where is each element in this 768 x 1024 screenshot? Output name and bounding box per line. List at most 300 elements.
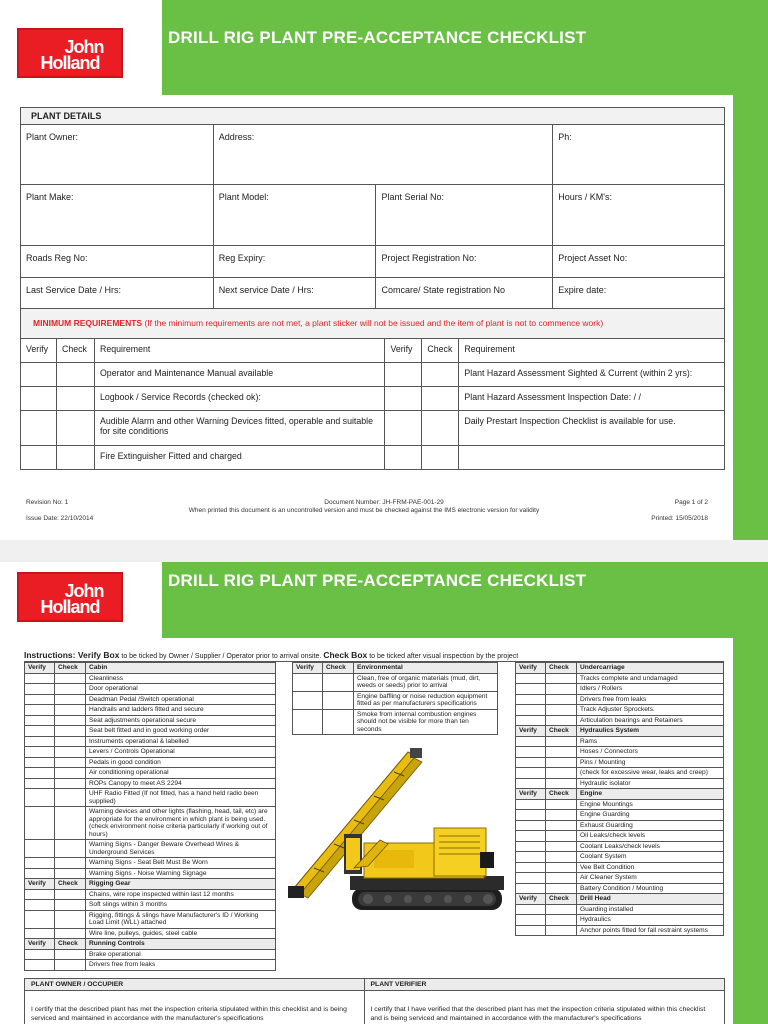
requirement-item: Logbook / Service Records (checked ok): (94, 387, 384, 411)
plant-serial-field[interactable]: Plant Serial No: (376, 185, 553, 246)
plant-owner-field[interactable]: Plant Owner: (21, 125, 214, 185)
verify-checkbox[interactable] (516, 715, 546, 726)
col-verify-header: Verify (516, 726, 546, 737)
check-checkbox[interactable] (546, 873, 577, 884)
checklist-column-2 (292, 662, 498, 735)
section-header-rigging (25, 879, 276, 890)
checklist-row (25, 807, 276, 840)
check-checkbox[interactable] (546, 736, 577, 747)
check-checkbox[interactable] (55, 694, 86, 705)
requirement-item: Plant Hazard Assessment Inspection Date: / / (459, 387, 725, 411)
verify-checkbox[interactable] (25, 910, 55, 928)
verifier-certification-text: I certify that I have verified that the described plant has met the inspection criteria stipulated within this checklist and is being serviced and maintained in accordance with the manufacturer's specifications (364, 991, 724, 1024)
checklist-row (516, 673, 724, 684)
verify-checkbox[interactable] (516, 925, 546, 936)
checklist-item: Soft slings within 3 months (86, 900, 276, 911)
checklist-row (25, 789, 276, 807)
col-check-header: Check (323, 663, 354, 674)
min-req-label: MINIMUM REQUIREMENTS (33, 318, 143, 328)
requirement-item: Audible Alarm and other Warning Devices fitted, operable and suitable for site conditions (94, 411, 384, 446)
verify-header: Verify (385, 339, 422, 363)
checklist-row (516, 799, 724, 810)
verify-checkbox[interactable] (516, 852, 546, 863)
check-checkbox[interactable] (55, 900, 86, 911)
verify-checkbox[interactable] (25, 747, 55, 758)
check-checkbox[interactable] (546, 757, 577, 768)
verify-header: Verify (21, 339, 57, 363)
checklist-item: Instruments operational & labelled (86, 736, 276, 747)
check-checkbox[interactable] (55, 757, 86, 768)
verify-checkbox[interactable] (516, 747, 546, 758)
verify-checkbox[interactable] (385, 387, 422, 411)
checklist-row (516, 747, 724, 758)
printed-date: Printed: 15/05/2018 (651, 515, 708, 522)
checklist-row (516, 694, 724, 705)
owner-certification-text: I certify that the described plant has met the inspection criteria stipulated within this checklist and is being serviced and maintained in accordance with the manufacturer's specifications (25, 991, 365, 1024)
page-number: Page 1 of 2 (674, 499, 708, 506)
project-asset-field[interactable]: Project Asset No: (553, 246, 725, 278)
checklist-row (25, 673, 276, 684)
requirement-item: Fire Extinguisher Fitted and charged (94, 446, 384, 470)
revision-number: Revision No: 1 (26, 499, 69, 506)
check-checkbox[interactable] (546, 841, 577, 852)
certification-table (24, 978, 725, 1024)
checklist-item: Engine Guarding (577, 810, 724, 821)
page-title: DRILL RIG PLANT PRE-ACCEPTANCE CHECKLIST (168, 571, 587, 590)
checklist-item: Levers / Controls Operational (86, 747, 276, 758)
verify-checkbox[interactable] (293, 691, 323, 709)
checklist-item: Brake operational (86, 949, 276, 960)
verify-checkbox[interactable] (516, 831, 546, 842)
logo-text-line2: Holland (40, 53, 100, 73)
verify-checkbox[interactable] (516, 873, 546, 884)
check-checkbox[interactable] (55, 889, 86, 900)
checklist-row (516, 736, 724, 747)
checklist-row (25, 705, 276, 716)
check-checkbox[interactable] (55, 673, 86, 684)
checklist-row (25, 858, 276, 869)
checklist-row (516, 904, 724, 915)
verify-checkbox[interactable] (516, 810, 546, 821)
reg-expiry-field[interactable]: Reg Expiry: (213, 246, 376, 278)
checklist-row (25, 840, 276, 858)
checklist-row (25, 960, 276, 971)
verify-checkbox[interactable] (25, 778, 55, 789)
checklist-item: Air Cleaner System (577, 873, 724, 884)
check-checkbox[interactable] (55, 910, 86, 928)
section-heading: Rigging Gear (86, 879, 276, 890)
checklist-item: Idlers / Rollers (577, 684, 724, 695)
checklist-item: Warning Signs - Seat Belt Must Be Worn (86, 858, 276, 869)
check-checkbox[interactable] (55, 715, 86, 726)
verify-checkbox[interactable] (25, 807, 55, 840)
checklist-item: Track Adjuster Sprockets. (577, 705, 724, 716)
col-check-header: Check (546, 894, 577, 905)
verify-checkbox[interactable] (516, 673, 546, 684)
checklist-item: Clean, free of organic materials (mud, dirt, weeds or seeds) prior to arrival (354, 673, 498, 691)
check-checkbox[interactable] (546, 768, 577, 779)
col-check-header: Check (546, 663, 577, 674)
verify-checkbox[interactable] (25, 960, 55, 971)
checklist-row (25, 868, 276, 879)
logo-text-line2: Holland (40, 597, 100, 617)
expire-date-field[interactable]: Expire date: (553, 278, 725, 310)
check-checkbox[interactable] (323, 673, 354, 691)
check-checkbox[interactable] (55, 726, 86, 737)
check-checkbox[interactable] (422, 363, 459, 387)
check-checkbox[interactable] (56, 446, 94, 470)
checklist-row (516, 831, 724, 842)
col-verify-header: Verify (516, 663, 546, 674)
checklist-row (516, 810, 724, 821)
section-heading: Hydraulics System (577, 726, 724, 737)
minimum-requirements-banner (20, 308, 725, 338)
verify-checkbox[interactable] (21, 411, 57, 446)
verify-checkbox[interactable] (25, 726, 55, 737)
verify-checkbox[interactable] (25, 715, 55, 726)
verify-checkbox[interactable] (25, 868, 55, 879)
hours-field[interactable]: Hours / KM's: (553, 185, 725, 246)
section-heading: Running Controls (86, 939, 276, 950)
checklist-item: Deadman Pedal /Switch operational (86, 694, 276, 705)
verify-checkbox[interactable] (25, 694, 55, 705)
page-title: DRILL RIG PLANT PRE-ACCEPTANCE CHECKLIST (168, 28, 587, 47)
section-header-running (25, 939, 276, 950)
requirement-header: Requirement (94, 339, 384, 363)
check-checkbox[interactable] (422, 387, 459, 411)
check-checkbox[interactable] (546, 904, 577, 915)
verify-checkbox[interactable] (516, 768, 546, 779)
check-checkbox[interactable] (546, 799, 577, 810)
checklist-item: Hoses / Connectors (577, 747, 724, 758)
section-header-drillhead (516, 894, 724, 905)
verify-checkbox[interactable] (516, 841, 546, 852)
section-header-hydraulics (516, 726, 724, 737)
checklist-item: UHF Radio Fitted (If not fitted, has a hand held radio been supplied) (86, 789, 276, 807)
checklist-row (516, 778, 724, 789)
checklist-row (25, 726, 276, 737)
verify-checkbox[interactable] (385, 363, 422, 387)
side-green-band (733, 95, 768, 540)
check-checkbox[interactable] (422, 411, 459, 446)
page-separator (0, 540, 768, 562)
verify-box-text: to be ticked by Owner / Supplier / Operator prior to arrival onsite. (119, 653, 324, 660)
verify-checkbox[interactable] (516, 799, 546, 810)
project-reg-field[interactable]: Project Registration No: (376, 246, 553, 278)
verify-checkbox[interactable] (25, 673, 55, 684)
section-header-environmental (293, 663, 498, 674)
section-heading: Engine (577, 789, 724, 800)
check-checkbox[interactable] (546, 820, 577, 831)
verify-checkbox[interactable] (21, 446, 57, 470)
check-checkbox[interactable] (546, 810, 577, 821)
verify-checkbox[interactable] (21, 387, 57, 411)
verify-checkbox[interactable] (516, 757, 546, 768)
checklist-item: Articulation bearings and Retainers (577, 715, 724, 726)
col-verify-header: Verify (25, 663, 55, 674)
check-checkbox[interactable] (55, 960, 86, 971)
checklist-item: Seat adjustments operational secure (86, 715, 276, 726)
requirement-item (459, 446, 725, 470)
checklist-item: Seat belt fitted and in good working order (86, 726, 276, 737)
check-checkbox[interactable] (55, 949, 86, 960)
checklist-row (25, 910, 276, 928)
check-checkbox[interactable] (546, 705, 577, 716)
instructions-line (24, 650, 518, 660)
checklist-item: Coolant System (577, 852, 724, 863)
verify-checkbox[interactable] (25, 684, 55, 695)
checklist-item: Hydraulics (577, 915, 724, 926)
checklist-item: Coolant Leaks/check levels (577, 841, 724, 852)
checklist-row (25, 768, 276, 779)
check-checkbox[interactable] (546, 673, 577, 684)
checklist-item: Wire line, pulleys, guides, steel cable (86, 928, 276, 939)
checklist-item: Handrails and ladders fitted and secure (86, 705, 276, 716)
checklist-item: Vee Belt Condition (577, 862, 724, 873)
checklist-item: Chains, wire rope inspected within last 12 months (86, 889, 276, 900)
checklist-item: Hydraulic isolator (577, 778, 724, 789)
verify-checkbox[interactable] (25, 858, 55, 869)
side-green-band (733, 638, 768, 1024)
check-checkbox[interactable] (546, 883, 577, 894)
verify-checkbox[interactable] (25, 736, 55, 747)
check-header: Check (56, 339, 94, 363)
checklist-item: Battery Condition / Mounting (577, 883, 724, 894)
col-verify-header: Verify (25, 879, 55, 890)
check-header: Check (422, 339, 459, 363)
address-field[interactable]: Address: (213, 125, 553, 185)
verify-checkbox[interactable] (25, 757, 55, 768)
checklist-row (516, 705, 724, 716)
section-header-engine (516, 789, 724, 800)
verify-checkbox[interactable] (293, 709, 323, 735)
section-heading: Cabin (86, 663, 276, 674)
checklist-row (25, 928, 276, 939)
checklist-item: Door operational (86, 684, 276, 695)
checklist-item: Warning Signs - Noise Warning Signage (86, 868, 276, 879)
plant-details-heading: PLANT DETAILS (21, 108, 725, 125)
section-heading: Drill Head (577, 894, 724, 905)
check-checkbox[interactable] (546, 925, 577, 936)
check-checkbox[interactable] (55, 705, 86, 716)
checklist-item: Pins / Mounting (577, 757, 724, 768)
checklist-row (516, 768, 724, 779)
requirements-table (20, 338, 725, 470)
verify-checkbox[interactable] (25, 889, 55, 900)
section-header-cabin (25, 663, 276, 674)
checklist-row (516, 841, 724, 852)
checklist-item: Cleanliness (86, 673, 276, 684)
checklist-row (516, 915, 724, 926)
col-check-header: Check (546, 726, 577, 737)
col-check-header: Check (55, 879, 86, 890)
checklist-row (25, 694, 276, 705)
checklist-item: Pedals in good condition (86, 757, 276, 768)
checklist-item: Anchor points fitted for fall restraint systems (577, 925, 724, 936)
check-box-label: Check Box (323, 650, 368, 660)
check-checkbox[interactable] (55, 789, 86, 807)
checklist-item: Warning Signs - Danger Beware Overhead Wires & Underground Services (86, 840, 276, 858)
verify-box-label: Verify Box (77, 650, 120, 660)
check-checkbox[interactable] (56, 363, 94, 387)
roads-reg-field[interactable]: Roads Reg No: (21, 246, 214, 278)
check-checkbox[interactable] (323, 691, 354, 709)
verify-checkbox[interactable] (516, 778, 546, 789)
verify-checkbox[interactable] (516, 862, 546, 873)
drill-rig-image (284, 748, 508, 924)
checklist-item: Oil Leaks/check levels (577, 831, 724, 842)
verify-checkbox[interactable] (385, 446, 422, 470)
checklist-row (25, 889, 276, 900)
checklist-item: Guarding installed (577, 904, 724, 915)
verify-checkbox[interactable] (516, 694, 546, 705)
check-checkbox[interactable] (55, 840, 86, 858)
check-checkbox[interactable] (546, 694, 577, 705)
verify-checkbox[interactable] (516, 820, 546, 831)
checklist-row (25, 736, 276, 747)
verify-checkbox[interactable] (25, 840, 55, 858)
checklist-column-1 (24, 662, 276, 971)
section-heading: Environmental (354, 663, 498, 674)
checklist-row (25, 715, 276, 726)
check-checkbox[interactable] (55, 684, 86, 695)
document-number: Document Number: JH-FRM-PAE-001-29 (324, 499, 444, 506)
verify-checkbox[interactable] (25, 789, 55, 807)
col-check-header: Check (55, 663, 86, 674)
checklist-row (25, 949, 276, 960)
check-checkbox[interactable] (56, 387, 94, 411)
checklist-row (516, 757, 724, 768)
check-checkbox[interactable] (546, 778, 577, 789)
verify-checkbox[interactable] (385, 411, 422, 446)
col-verify-header: Verify (293, 663, 323, 674)
requirement-item: Plant Hazard Assessment Sighted & Current (within 2 yrs): (459, 363, 725, 387)
check-checkbox[interactable] (323, 709, 354, 735)
checklist-item: Warning devices and other lights (flashing, head, tail, etc) are appropriate for the environment in which plant is being used. (check environment noise criteria particularly if working out of hours) (86, 807, 276, 840)
logo-text-line1: John (64, 37, 104, 57)
check-checkbox[interactable] (546, 747, 577, 758)
col-verify-header: Verify (25, 939, 55, 950)
requirement-item: Operator and Maintenance Manual available (94, 363, 384, 387)
checklist-row (25, 747, 276, 758)
verify-checkbox[interactable] (25, 768, 55, 779)
check-checkbox[interactable] (546, 915, 577, 926)
checklist-item: Air conditioning operational (86, 768, 276, 779)
check-checkbox[interactable] (546, 684, 577, 695)
check-box-text: to be ticked after visual inspection by the project (367, 653, 519, 660)
checklist-item: Drivers free from leaks (86, 960, 276, 971)
verify-checkbox[interactable] (25, 705, 55, 716)
check-checkbox[interactable] (55, 807, 86, 840)
verify-checkbox[interactable] (516, 684, 546, 695)
checklist-row (516, 925, 724, 936)
check-checkbox[interactable] (55, 768, 86, 779)
verify-checkbox[interactable] (516, 705, 546, 716)
check-checkbox[interactable] (55, 928, 86, 939)
checklist-item: Engine Mountings (577, 799, 724, 810)
check-checkbox[interactable] (546, 852, 577, 863)
checklist-row (516, 684, 724, 695)
checklist-row (293, 691, 498, 709)
check-checkbox[interactable] (55, 778, 86, 789)
check-checkbox[interactable] (55, 858, 86, 869)
checklist-row (293, 673, 498, 691)
checklist-row (25, 757, 276, 768)
check-checkbox[interactable] (56, 411, 94, 446)
section-header-undercarriage (516, 663, 724, 674)
checklist-row (516, 715, 724, 726)
john-holland-logo (17, 28, 123, 78)
verify-checkbox[interactable] (25, 928, 55, 939)
checklist-item: Tracks complete and undamaged (577, 673, 724, 684)
last-service-field[interactable]: Last Service Date / Hrs: (21, 278, 214, 310)
verify-checkbox[interactable] (516, 904, 546, 915)
checklist-item: Drivers free from leaks (577, 694, 724, 705)
checklist-item: (check for excessive wear, leaks and creep) (577, 768, 724, 779)
plant-model-field[interactable]: Plant Model: (213, 185, 376, 246)
check-checkbox[interactable] (546, 715, 577, 726)
check-checkbox[interactable] (422, 446, 459, 470)
checklist-row (25, 900, 276, 911)
phone-field[interactable]: Ph: (553, 125, 725, 185)
checklist-item: Smoke from internal combustion engines should not be visible for more than ten seconds (354, 709, 498, 735)
logo-text-line1: John (64, 581, 104, 601)
verifier-heading: PLANT VERIFIER (364, 979, 724, 991)
checklist-row (516, 873, 724, 884)
checklist-row (293, 709, 498, 735)
check-checkbox[interactable] (546, 862, 577, 873)
next-service-field[interactable]: Next service Date / Hrs: (213, 278, 376, 310)
plant-make-field[interactable]: Plant Make: (21, 185, 214, 246)
plant-details-table (20, 107, 725, 310)
verify-checkbox[interactable] (25, 900, 55, 911)
check-checkbox[interactable] (55, 868, 86, 879)
verify-checkbox[interactable] (25, 949, 55, 960)
checklist-row (516, 883, 724, 894)
section-heading: Undercarriage (577, 663, 724, 674)
check-checkbox[interactable] (55, 747, 86, 758)
verify-checkbox[interactable] (516, 736, 546, 747)
requirement-header: Requirement (459, 339, 725, 363)
uncontrolled-notice: When printed this document is an uncontrolled version and must be checked against the IMS electronic version for validity (188, 507, 540, 514)
verify-checkbox[interactable] (21, 363, 57, 387)
check-checkbox[interactable] (55, 736, 86, 747)
col-verify-header: Verify (516, 789, 546, 800)
john-holland-logo (17, 572, 123, 622)
check-checkbox[interactable] (546, 831, 577, 842)
instructions-label: Instructions: (24, 650, 76, 660)
verify-checkbox[interactable] (516, 883, 546, 894)
checklist-row (516, 862, 724, 873)
col-check-header: Check (55, 939, 86, 950)
checklist-row (25, 778, 276, 789)
checklist-item: Engine baffling or noise reduction equipment fitted as per manufacturers specifications (354, 691, 498, 709)
min-req-note: (If the minimum requirements are not met, a plant sticker will not be issued and the item of plant is not to commence work) (142, 318, 604, 328)
owner-heading: PLANT OWNER / OCCUPIER (25, 979, 365, 991)
col-check-header: Check (546, 789, 577, 800)
checklist-row (25, 684, 276, 695)
checklist-item: Rams (577, 736, 724, 747)
verify-checkbox[interactable] (516, 915, 546, 926)
checklist-item: Rigging, fittings & slings have Manufacturer's ID / Working Load Limit (WLL) attached (86, 910, 276, 928)
checklist-column-3 (515, 662, 724, 936)
verify-checkbox[interactable] (293, 673, 323, 691)
checklist-row (516, 852, 724, 863)
requirement-item: Daily Prestart Inspection Checklist is available for use. (459, 411, 725, 446)
checklist-item: Exhaust Guarding (577, 820, 724, 831)
checklist-item: ROPs Canopy to meet AS 2294 (86, 778, 276, 789)
comcare-field[interactable]: Comcare/ State registration No (376, 278, 553, 310)
